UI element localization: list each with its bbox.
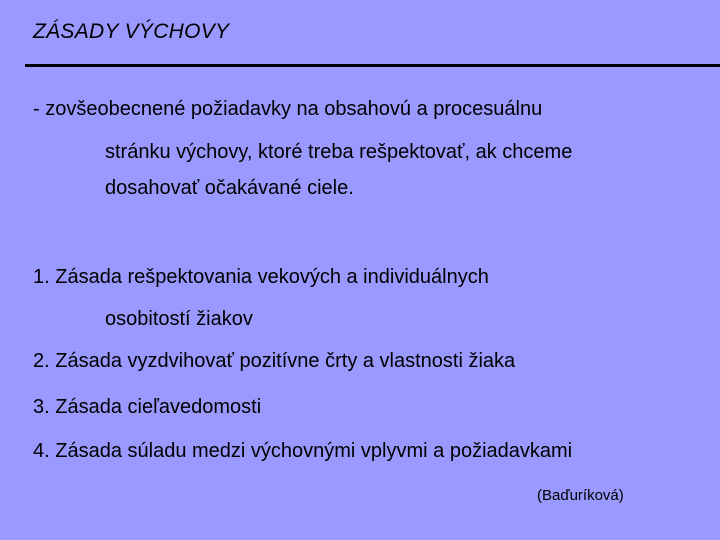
principle-4: 4. Zásada súladu medzi výchovnými vplyvmi a požiadavkami bbox=[33, 440, 573, 462]
principle-1-line-1: 1. Zásada rešpektovania vekových a individuálnych bbox=[33, 266, 489, 288]
citation: (Baďuríková) bbox=[537, 487, 624, 504]
definition-line-2: stránku výchovy, ktoré treba rešpektovať, ak chceme bbox=[105, 141, 573, 163]
principle-3: 3. Zásada cieľavedomosti bbox=[33, 396, 262, 418]
title-underline bbox=[25, 64, 720, 67]
definition-line-1: - zovšeobecnené požiadavky na obsahovú a procesuálnu bbox=[33, 98, 543, 120]
principle-1-line-2: osobitostí žiakov bbox=[105, 308, 253, 330]
definition-line-3: dosahovať očakávané ciele. bbox=[105, 177, 354, 199]
slide-title: ZÁSADY VÝCHOVY bbox=[33, 20, 230, 43]
principle-2: 2. Zásada vyzdvihovať pozitívne črty a vlastnosti žiaka bbox=[33, 350, 516, 372]
